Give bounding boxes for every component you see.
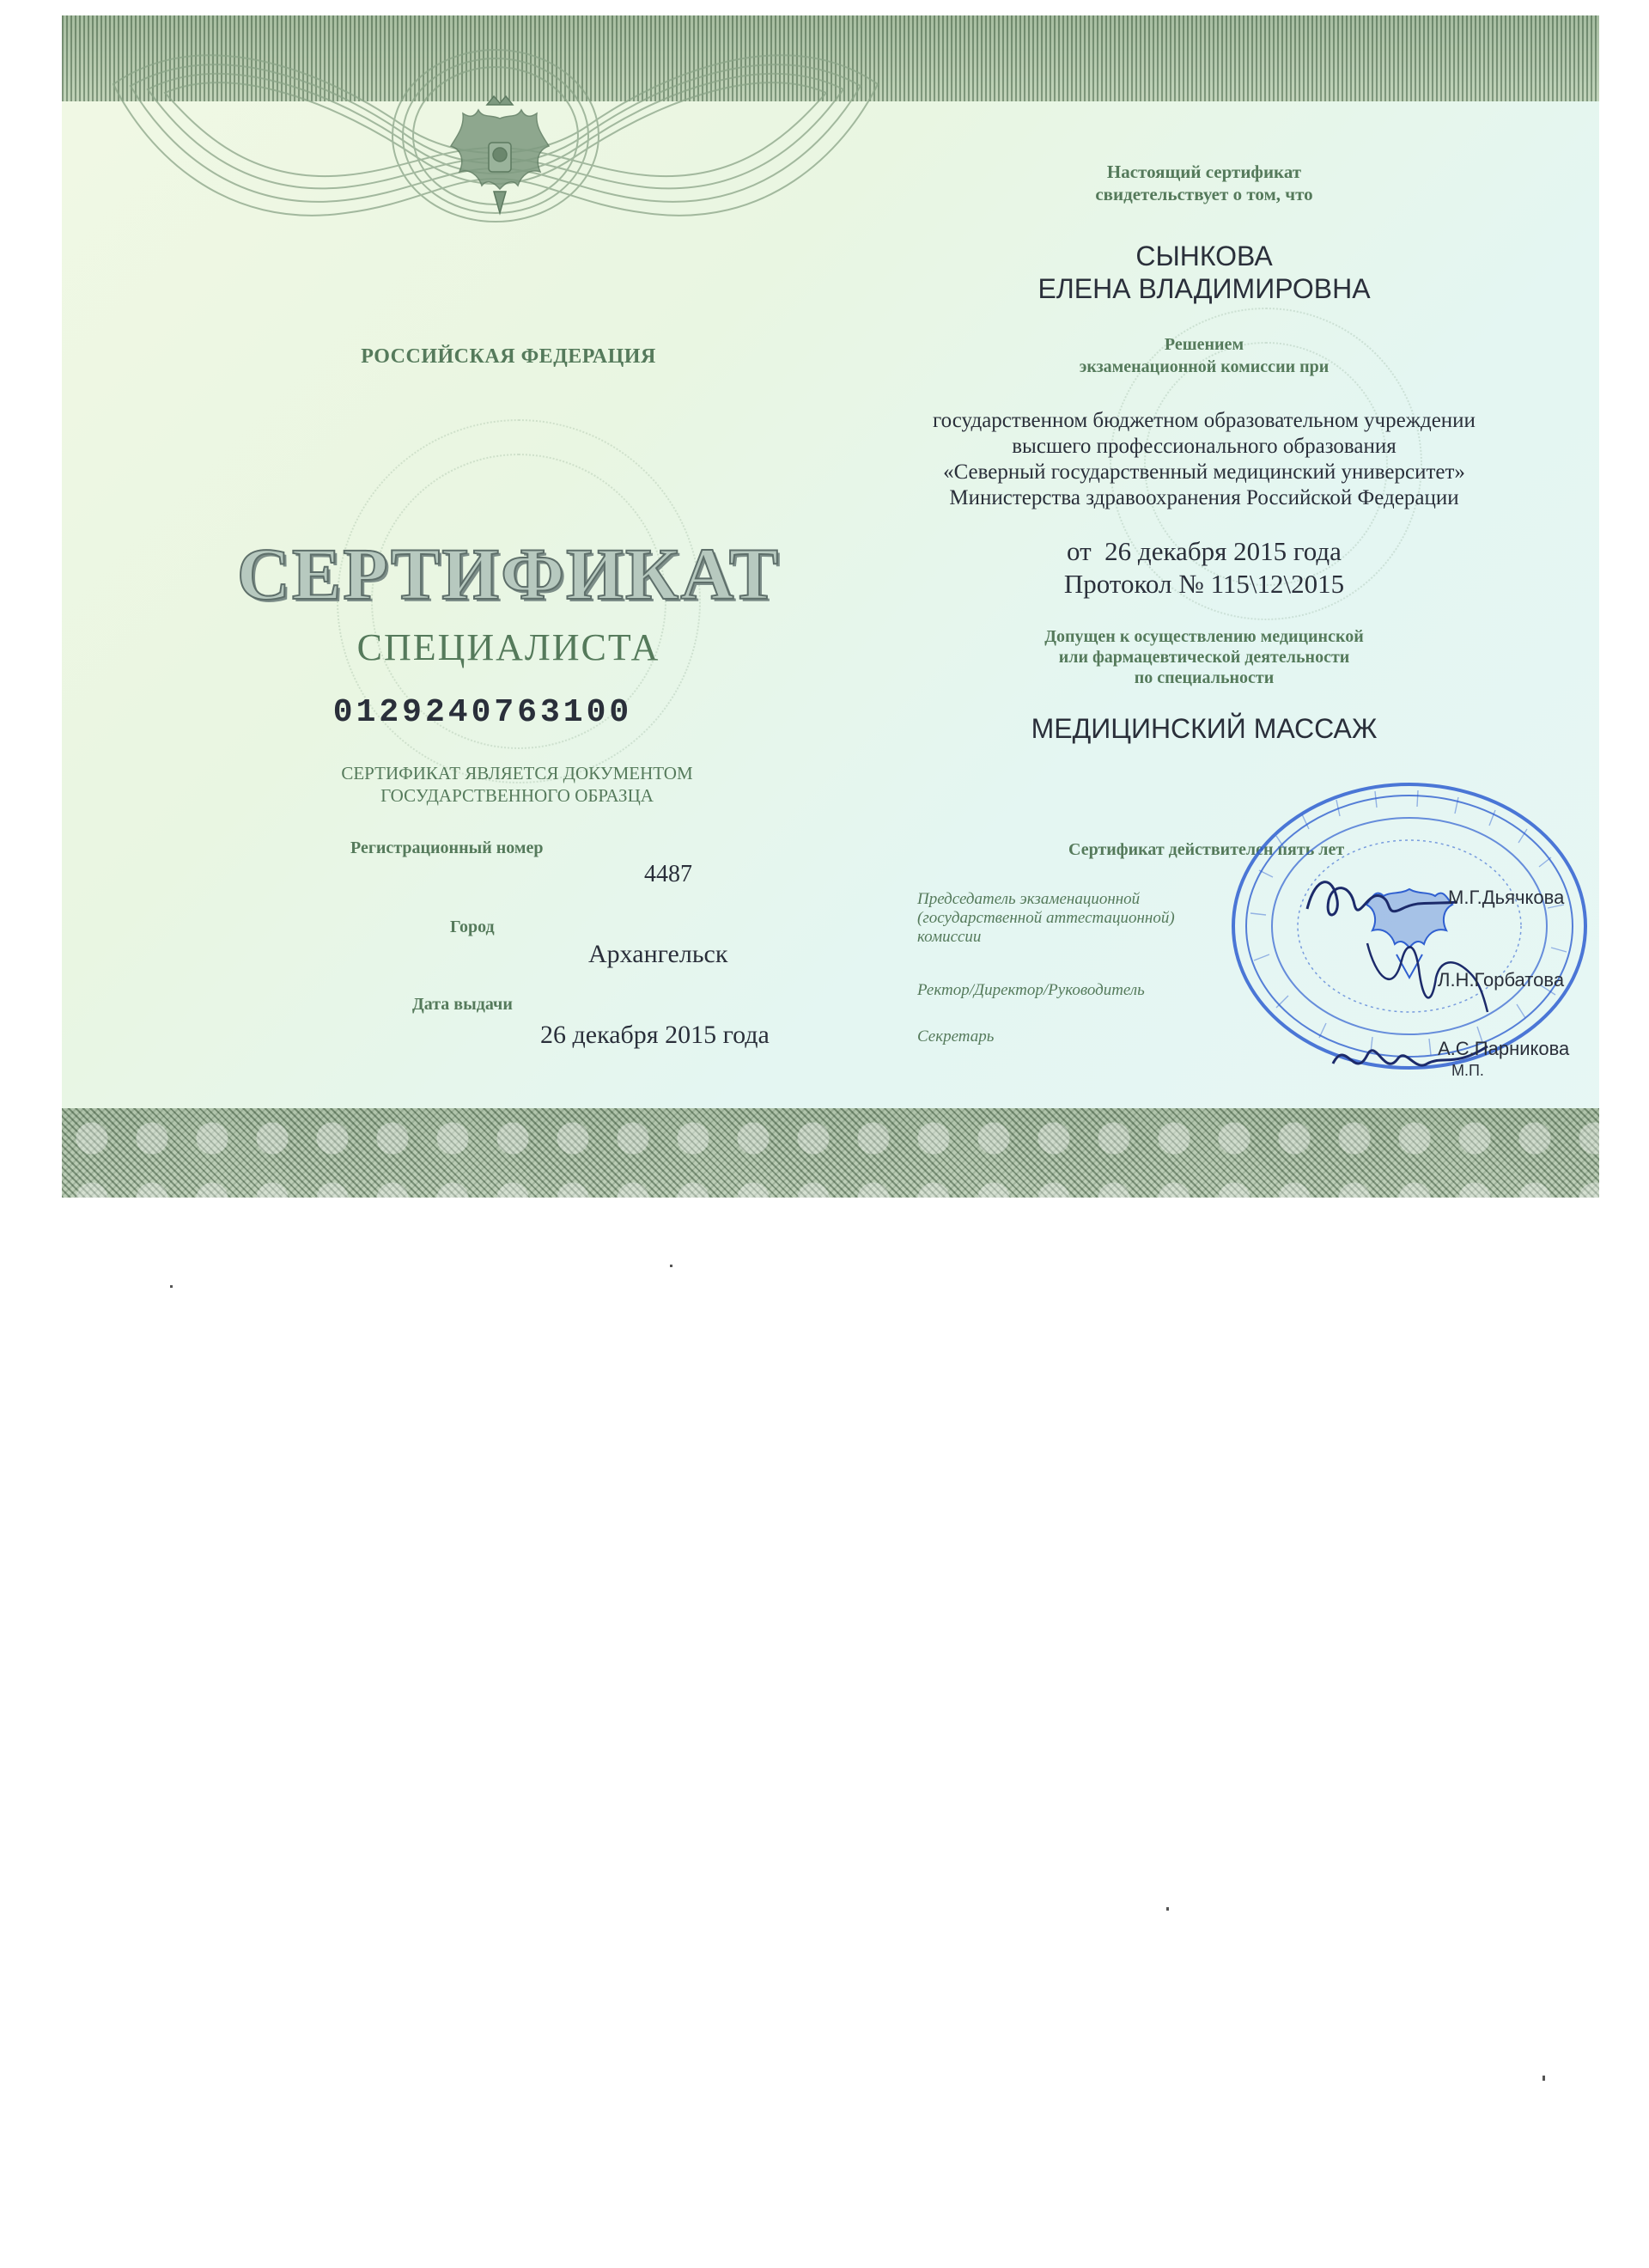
city-label: Город (450, 918, 495, 936)
chair-label-line-2: (государственной аттестационной) (917, 909, 1175, 927)
registration-number-value: 4487 (644, 861, 692, 887)
state-document-line-2: ГОСУДАРСТВЕННОГО ОБРАЗЦА (380, 785, 654, 806)
certificate-subtitle: СПЕЦИАЛИСТА (356, 626, 660, 668)
coat-of-arms-emblem (444, 93, 556, 222)
rector-label: Ректор/Директор/Руководитель (917, 981, 1145, 999)
rector-name: Л.Н.Горбатова (1438, 969, 1565, 991)
chair-label-line-3: комиссии (917, 928, 982, 946)
institution-line-1: государственном бюджетном образовательном учреждении (933, 409, 1476, 432)
bottom-guilloche-band (62, 1108, 1599, 1198)
decision-line-2: экзаменационной комиссии при (1079, 357, 1330, 376)
state-document-line-1: СЕРТИФИКАТ ЯВЛЯЕТСЯ ДОКУМЕНТОМ (341, 763, 693, 783)
seal-place-mark: М.П. (1451, 1062, 1484, 1079)
serial-number: 0129240763100 (332, 694, 633, 731)
institution-line-3: «Северный государственный медицинский университет» (943, 460, 1465, 484)
certificate-sheet (62, 15, 1599, 1198)
intro-line-2: свидетельствует о том, что (1095, 184, 1313, 204)
registration-number-label: Регистрационный номер (350, 838, 544, 857)
scan-speck (170, 1285, 173, 1288)
chair-name: М.Г.Дьячкова (1448, 887, 1565, 908)
scan-speck (670, 1265, 672, 1267)
holder-surname: СЫНКОВА (1135, 241, 1273, 271)
certificate-title: СЕРТИФИКАТ (236, 533, 781, 615)
issue-date-value: 26 декабря 2015 года (540, 1021, 770, 1049)
scan-speck (1166, 1907, 1169, 1911)
secretary-label: Секретарь (917, 1027, 995, 1046)
intro-line-1: Настоящий сертификат (1106, 162, 1302, 182)
issue-date-label: Дата выдачи (412, 995, 513, 1014)
secretary-name: А.С.Парникова (1438, 1038, 1570, 1059)
chair-signature (1299, 866, 1462, 935)
admission-line-2: или фармацевтической деятельности (1058, 648, 1350, 667)
specialty: МЕДИЦИНСКИЙ МАССАЖ (1031, 713, 1378, 744)
city-value: Архангельск (588, 940, 728, 968)
validity-text: Сертификат действителен пять лет (1068, 840, 1345, 859)
decision-line-1: Решением (1164, 335, 1244, 354)
institution-line-4: Министерства здравоохранения Российской Федерации (949, 486, 1459, 509)
chair-label-line-1: Председатель экзаменационной (917, 890, 1141, 908)
holder-name: ЕЛЕНА ВЛАДИМИРОВНА (1037, 273, 1371, 304)
admission-line-1: Допущен к осуществлению медицинской (1044, 627, 1364, 646)
protocol-number: Протокол № 115\12\2015 (1063, 569, 1345, 599)
decision-date: от 26 декабря 2015 года (1067, 536, 1342, 566)
admission-line-3: по специальности (1134, 668, 1275, 687)
scan-speck (1543, 2076, 1545, 2081)
country-label: РОССИЙСКАЯ ФЕДЕРАЦИЯ (361, 345, 656, 368)
institution-line-2: высшего профессионального образования (1012, 435, 1396, 458)
